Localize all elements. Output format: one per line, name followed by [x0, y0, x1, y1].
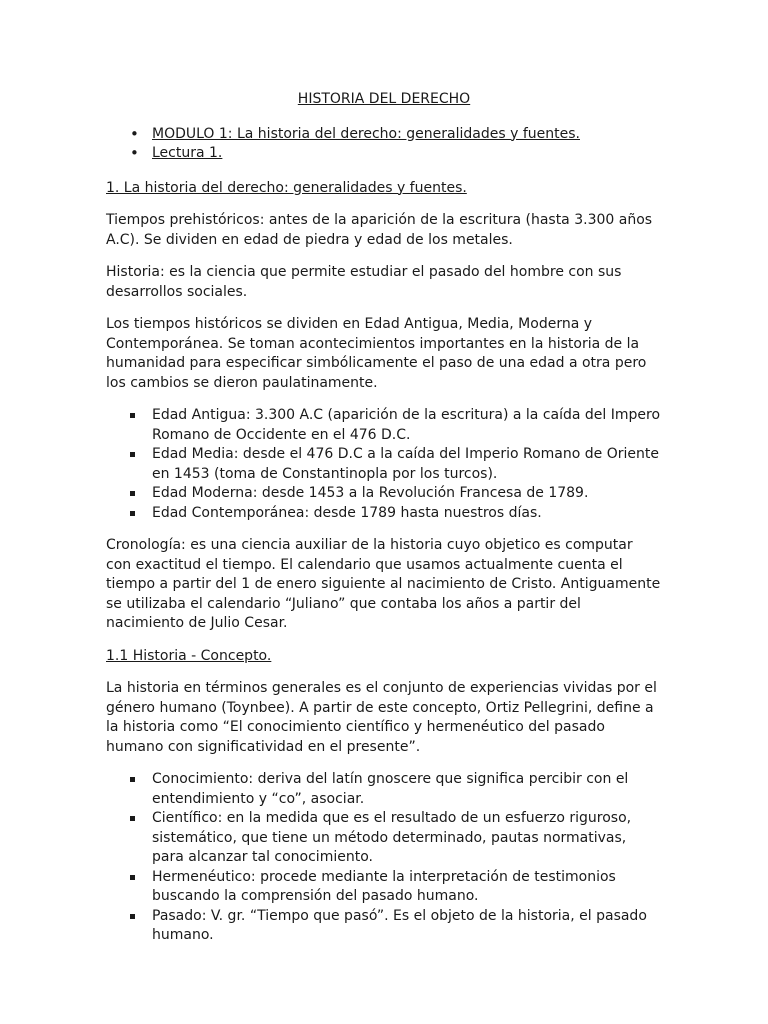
square-bullet-icon: [130, 452, 135, 457]
paragraph-prehistoric: Tiempos prehistóricos: antes de la aparición de la escritura (hasta 3.300 años A.C). Se dividen en edad de piedra y edad de los metales.: [106, 212, 653, 248]
paragraph-historia: Historia: es la ciencia que permite estudiar el pasado del hombre con sus desarrollos sociales.: [106, 264, 622, 300]
lecture-link[interactable]: Lectura 1.: [152, 145, 223, 161]
list-item: [106, 809, 662, 868]
square-bullet-icon: [130, 875, 135, 880]
square-bullet-icon: [130, 413, 135, 418]
square-bullet-icon: [130, 777, 135, 782]
paragraph-historic-times: Los tiempos históricos se dividen en Edad Antigua, Media, Moderna y Contemporánea. Se toman acontecimientos importantes en la historia de la humanidad para especificar simbólicamente el paso de una edad a otra pero los cambios se dieron paulatinamente.: [106, 316, 647, 391]
list-item: [106, 484, 662, 504]
list-item: [106, 406, 662, 445]
square-bullet-icon: [130, 511, 135, 516]
list-item: [106, 907, 662, 946]
square-bullet-icon: [130, 816, 135, 821]
square-bullet-icon: [130, 914, 135, 919]
bullet-icon: •: [130, 144, 139, 162]
square-bullet-icon: [130, 491, 135, 496]
list-item-text: Pasado: V. gr. “Tiempo que pasó”. Es el objeto de la historia, el pasado humano.: [152, 907, 647, 943]
list-item: [106, 504, 662, 524]
list-item-text: Edad Antigua: 3.300 A.C (aparición de la escritura) a la caída del Impero Romano de Occidente en el 476 D.C.: [152, 407, 661, 443]
list-item: [106, 770, 662, 809]
document-title: HISTORIA DEL DERECHO: [297, 91, 471, 107]
list-item: [106, 144, 662, 164]
list-item: [106, 868, 662, 907]
module-link[interactable]: MODULO 1: La historia del derecho: generalidades y fuentes.: [152, 125, 580, 142]
list-item-text: Científico: en la medida que es el resultado de un esfuerzo riguroso, sistemático, que tiene un método determinado, pautas normativas, para alcanzar tal conocimiento.: [152, 810, 632, 865]
concept-list: [106, 770, 662, 946]
list-item: [106, 125, 662, 145]
list-item-text: Edad Moderna: desde 1453 a la Revolución Francesa de 1789.: [152, 485, 589, 501]
list-item-text: Conocimiento: deriva del latín gnoscere que significa percibir con el entendimiento y “co”, asociar.: [152, 771, 629, 807]
list-item: [106, 445, 662, 484]
section-heading: 1.1 Historia - Concepto.: [106, 647, 272, 664]
bullet-icon: •: [130, 124, 139, 143]
list-item-text: Edad Contemporánea: desde 1789 hasta nuestros días.: [152, 504, 542, 521]
ages-list: [106, 406, 662, 523]
document-page: [106, 90, 662, 959]
paragraph-concepto: La historia en términos generales es el conjunto de experiencias vividas por el género humano (Toynbee). A partir de este concepto, Ortiz Pellegrini, define a la historia como “El conocimiento científico y hermenéutico del pasado humano con significatividad en el presente”.: [106, 680, 657, 755]
module-list: [106, 125, 662, 164]
list-item-text: Edad Media: desde el 476 D.C a la caída del Imperio Romano de Oriente en 1453 (toma de Constantinopla por los turcos).: [152, 446, 659, 482]
section-heading: 1. La historia del derecho: generalidades y fuentes.: [106, 179, 467, 196]
list-item-text: Hermenéutico: procede mediante la interpretación de testimonios buscando la comprensión del pasado humano.: [152, 868, 616, 904]
paragraph-cronologia: Cronología: es una ciencia auxiliar de la historia cuyo objetico es computar con exactitud el tiempo. El calendario que usamos actualmente cuenta el tiempo a partir del 1 de enero siguiente al nacimiento de Cristo. Antiguamente se utilizaba el calendario “Juliano” que contaba los años a partir del nacimiento de Julio Cesar.: [106, 537, 661, 631]
